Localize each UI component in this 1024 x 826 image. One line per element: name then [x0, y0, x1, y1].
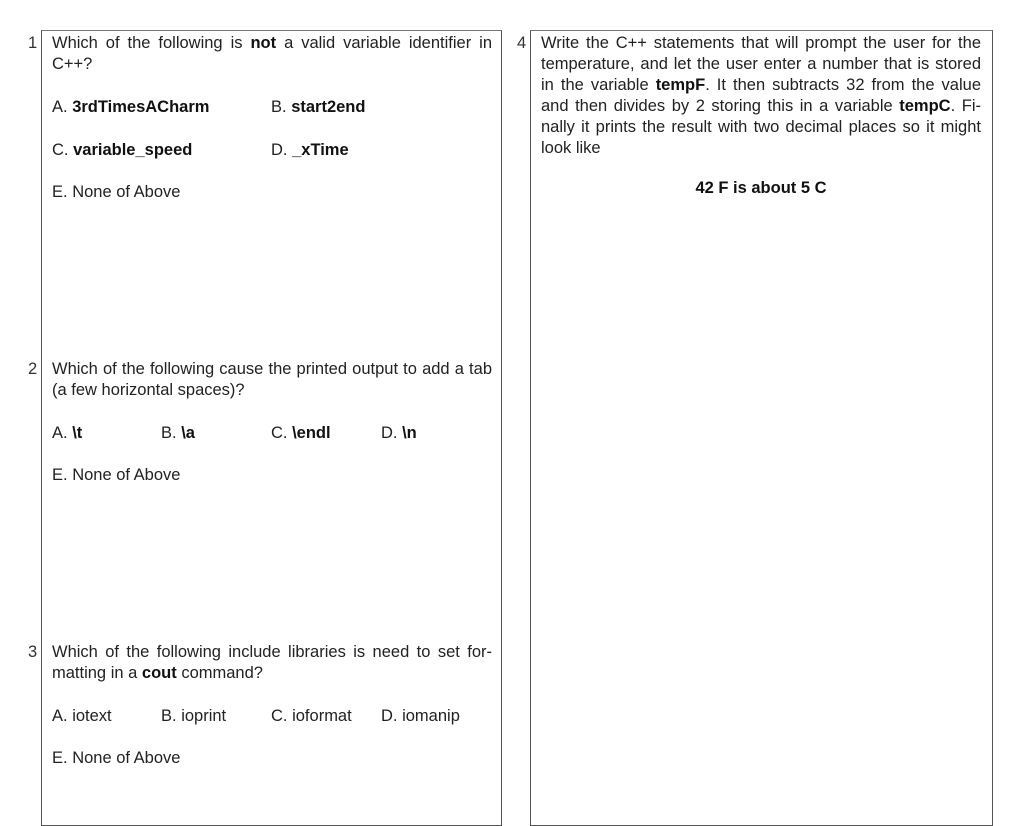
question-1-option-e: E. None of Above	[52, 183, 181, 201]
question-3-option-a: A. iotext	[52, 707, 112, 725]
question-1-option-a: A. 3rdTimesACharm	[52, 98, 210, 116]
question-1-text: Which of the following is not a valid variable identifier in C++?	[52, 34, 492, 73]
question-4-number: 4	[517, 34, 527, 52]
question-4-text: Write the C++ statements that will prompt the user for the temperature, and let the user enter a number that is stored in the variable tempF. It then subtracts 32 from the value and then divides by 2 storing this in a variable tempC. Fi-nally it prints the result with two decimal places so it might look like	[541, 34, 981, 157]
question-3-number: 3	[28, 643, 38, 661]
question-1-number: 1	[28, 34, 38, 52]
question-2-option-d: D. \n	[381, 424, 417, 442]
question-2-option-e: E. None of Above	[52, 466, 181, 484]
question-3-option-e: E. None of Above	[52, 749, 181, 767]
question-2-option-b: B. \a	[161, 424, 195, 442]
question-1-option-d: D. _xTime	[271, 141, 349, 159]
question-3-option-c: C. ioformat	[271, 707, 352, 725]
question-3-text: Which of the following include libraries is need to set for-matting in a cout command?	[52, 643, 492, 682]
question-1-option-b: B. start2end	[271, 98, 366, 116]
question-3-option-d: D. iomanip	[381, 707, 460, 725]
question-4-example-output: 42 F is about 5 C	[695, 179, 827, 197]
question-2-option-a: A. \t	[52, 424, 83, 442]
question-3-option-b: B. ioprint	[161, 707, 227, 725]
question-2-text: Which of the following cause the printed output to add a tab (a few horizontal spaces)?	[52, 360, 492, 399]
question-2-number: 2	[28, 360, 38, 378]
question-2-option-c: C. \endl	[271, 424, 331, 442]
question-1-option-c: C. variable_speed	[52, 141, 193, 159]
